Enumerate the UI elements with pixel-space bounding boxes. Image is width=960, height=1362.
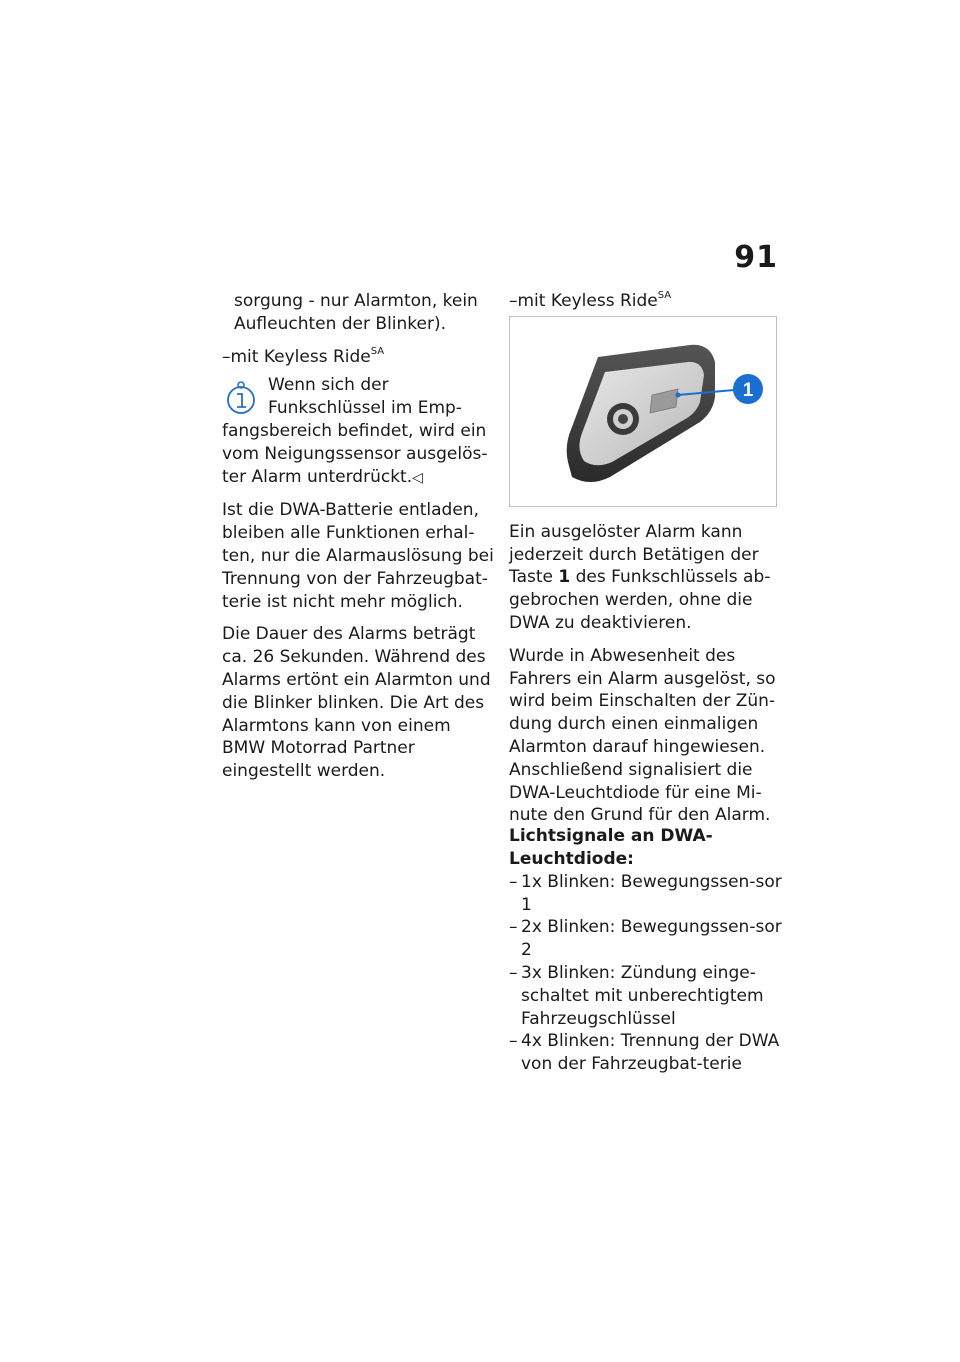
sa-marker: SA xyxy=(370,345,385,357)
keyless-ride-label: mit Keyless Ride xyxy=(230,346,371,367)
info-note xyxy=(222,374,494,489)
alarm-duration-paragraph: Die Dauer des Alarms beträgt ca. 26 Sekunden. Während des Alarms ertönt ein Alarmton und die Blinker blinken. Die Art des Alarmtons kann von einem BMW Motorrad Partner eingestellt werden. xyxy=(222,624,491,782)
list-dash: – xyxy=(222,346,231,367)
alarm-indication-paragraph: Wurde in Abwesenheit des Fahrers ein Alarm ausgelöst, so wird beim Einschalten der Zün-dung durch einen einmaligen Alarmton darauf hingewiesen. Anschließend signalisiert die DWA-Leuchtdiode für eine Mi-nute den Grund für den Alarm. xyxy=(509,645,776,826)
keyless-ride-item-right xyxy=(509,290,784,313)
right-column xyxy=(509,290,784,1076)
keyless-ride-item xyxy=(222,346,494,369)
light-signals-heading: Lichtsignale an DWA-Leuchtdiode: xyxy=(509,826,713,869)
radio-key-illustration xyxy=(510,317,778,508)
note-first-lines: Wenn sich der Funkschlüssel im Emp- xyxy=(268,375,462,419)
cancel-alarm-paragraph: Ein ausgelöster Alarm kann jederzeit durch Betätigen der Taste 1 des Funkschlüssels ab-gebrochen werden, ohne die DWA zu deaktivieren. xyxy=(509,521,771,633)
key-figure xyxy=(509,316,777,507)
end-mark: ◁ xyxy=(412,469,423,486)
list-dash: – xyxy=(509,291,518,311)
list-item: – 2x Blinken: Bewegungssen-sor 2 xyxy=(509,917,782,961)
list-item: – 4x Blinken: Trennung der DWA von der Fahrzeugbat-terie xyxy=(509,1031,780,1075)
left-column xyxy=(222,290,494,793)
list-item: – 3x Blinken: Zündung einge-schaltet mit unberechtigtem Fahrzeugschlüssel xyxy=(509,962,764,1029)
note-rest: fangsbereich befindet, wird ein vom Neigungssensor ausgelös-ter Alarm unterdrückt.◁ xyxy=(222,420,488,487)
key-reference: 1 xyxy=(558,567,571,588)
keyless-ride-label: mit Keyless Ride xyxy=(517,291,658,311)
sa-marker: SA xyxy=(657,290,672,301)
battery-paragraph: Ist die DWA-Batterie entladen, bleiben alle Funktionen erhal-ten, nur die Alarmauslösung bei Trennung von der Fahrzeugbat-terie ist nicht mehr möglich. xyxy=(222,500,494,612)
callout-number: 1 xyxy=(742,379,754,401)
continuation-text: sorgung - nur Alarmton, kein Aufleuchten der Blinker). xyxy=(234,291,478,334)
light-signals-list xyxy=(509,871,784,1076)
info-icon xyxy=(226,378,256,416)
page-number: 91 xyxy=(734,240,778,275)
list-item: – 1x Blinken: Bewegungssen-sor 1 xyxy=(509,871,782,915)
